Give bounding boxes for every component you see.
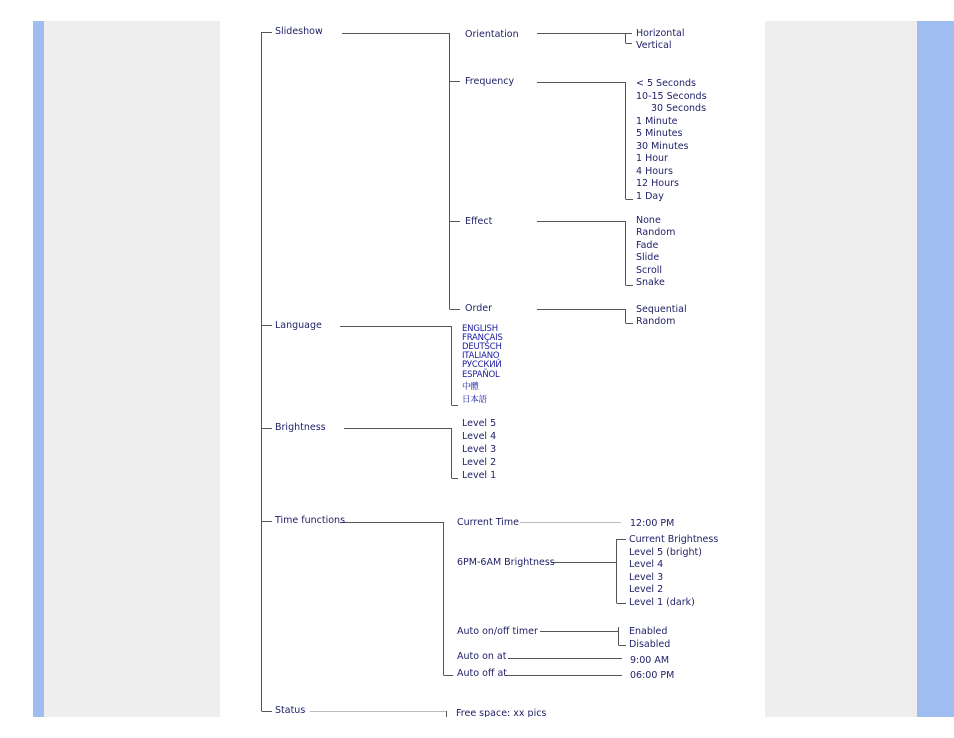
auto-off-label: Auto off at	[457, 668, 508, 679]
language-option: FRANÇAIS	[462, 333, 503, 343]
frequency-option: 1 Minute	[636, 116, 678, 127]
current-time-value: 12:00 PM	[630, 518, 675, 529]
orientation-option: Horizontal	[636, 28, 685, 39]
language-option: DEUTSCH	[462, 342, 502, 352]
free-space-value: Free space: xx pics	[456, 708, 547, 717]
frequency-option: 1 Hour	[636, 153, 668, 164]
orientation-label: Orientation	[465, 29, 519, 40]
order-option: Random	[636, 316, 676, 327]
auto-off-value: 06:00 PM	[630, 670, 675, 681]
effect-option: None	[636, 215, 661, 226]
brightness-option: Level 2	[462, 457, 497, 468]
language-option: ITALIANO	[462, 351, 500, 361]
brightness-option: Level 5	[462, 418, 497, 429]
language-option: 中體	[462, 382, 479, 392]
left-gray-panel	[44, 21, 220, 717]
language-option: 日本語	[462, 395, 487, 405]
night-brightness-label: 6PM-6AM Brightness	[457, 557, 555, 568]
night-brightness-option: Level 1 (dark)	[629, 597, 695, 608]
language-option: ENGLISH	[462, 324, 498, 334]
auto-timer-option: Disabled	[629, 639, 671, 650]
effect-option: Slide	[636, 252, 660, 263]
brightness-label: Brightness	[275, 422, 326, 433]
frequency-option: 4 Hours	[636, 166, 673, 177]
effect-option: Random	[636, 227, 676, 238]
menu-tree-page	[220, 21, 765, 717]
orientation-option: Vertical	[636, 40, 672, 51]
brightness-option: Level 1	[462, 470, 497, 481]
night-brightness-option: Current Brightness	[629, 534, 719, 545]
order-option: Sequential	[636, 304, 687, 315]
frequency-option: 5 Minutes	[636, 128, 683, 139]
auto-on-label: Auto on at	[457, 651, 507, 662]
time-functions-label: Time functions	[275, 515, 346, 526]
effect-option: Snake	[636, 277, 665, 288]
left-blue-band	[33, 21, 44, 717]
auto-timer-option: Enabled	[629, 626, 668, 637]
right-blue-band	[917, 21, 954, 717]
frequency-option: 30 Minutes	[636, 141, 689, 152]
language-label: Language	[275, 320, 322, 331]
language-option: ESPAÑOL	[462, 370, 500, 380]
night-brightness-option: Level 4	[629, 559, 664, 570]
brightness-option: Level 4	[462, 431, 497, 442]
frequency-option: 1 Day	[636, 191, 664, 202]
frequency-label: Frequency	[465, 76, 515, 87]
night-brightness-option: Level 5 (bright)	[629, 547, 702, 558]
right-gray-panel	[765, 21, 917, 717]
frequency-option: < 5 Seconds	[636, 78, 696, 89]
effect-option: Scroll	[636, 265, 663, 276]
language-option: РУССКИЙ	[462, 360, 502, 370]
auto-timer-label: Auto on/off timer	[457, 626, 538, 637]
frequency-option: 12 Hours	[636, 178, 679, 189]
slideshow-label: Slideshow	[275, 26, 323, 37]
auto-on-value: 9:00 AM	[630, 655, 670, 666]
night-brightness-option: Level 3	[629, 572, 664, 583]
frequency-option: 10-15 Seconds	[636, 91, 707, 102]
current-time-label: Current Time	[457, 517, 519, 528]
status-label: Status	[275, 705, 306, 716]
frequency-option: 30 Seconds	[651, 103, 707, 114]
order-label: Order	[465, 303, 492, 314]
effect-label: Effect	[465, 216, 493, 227]
brightness-option: Level 3	[462, 444, 497, 455]
night-brightness-option: Level 2	[629, 584, 664, 595]
effect-option: Fade	[636, 240, 659, 251]
